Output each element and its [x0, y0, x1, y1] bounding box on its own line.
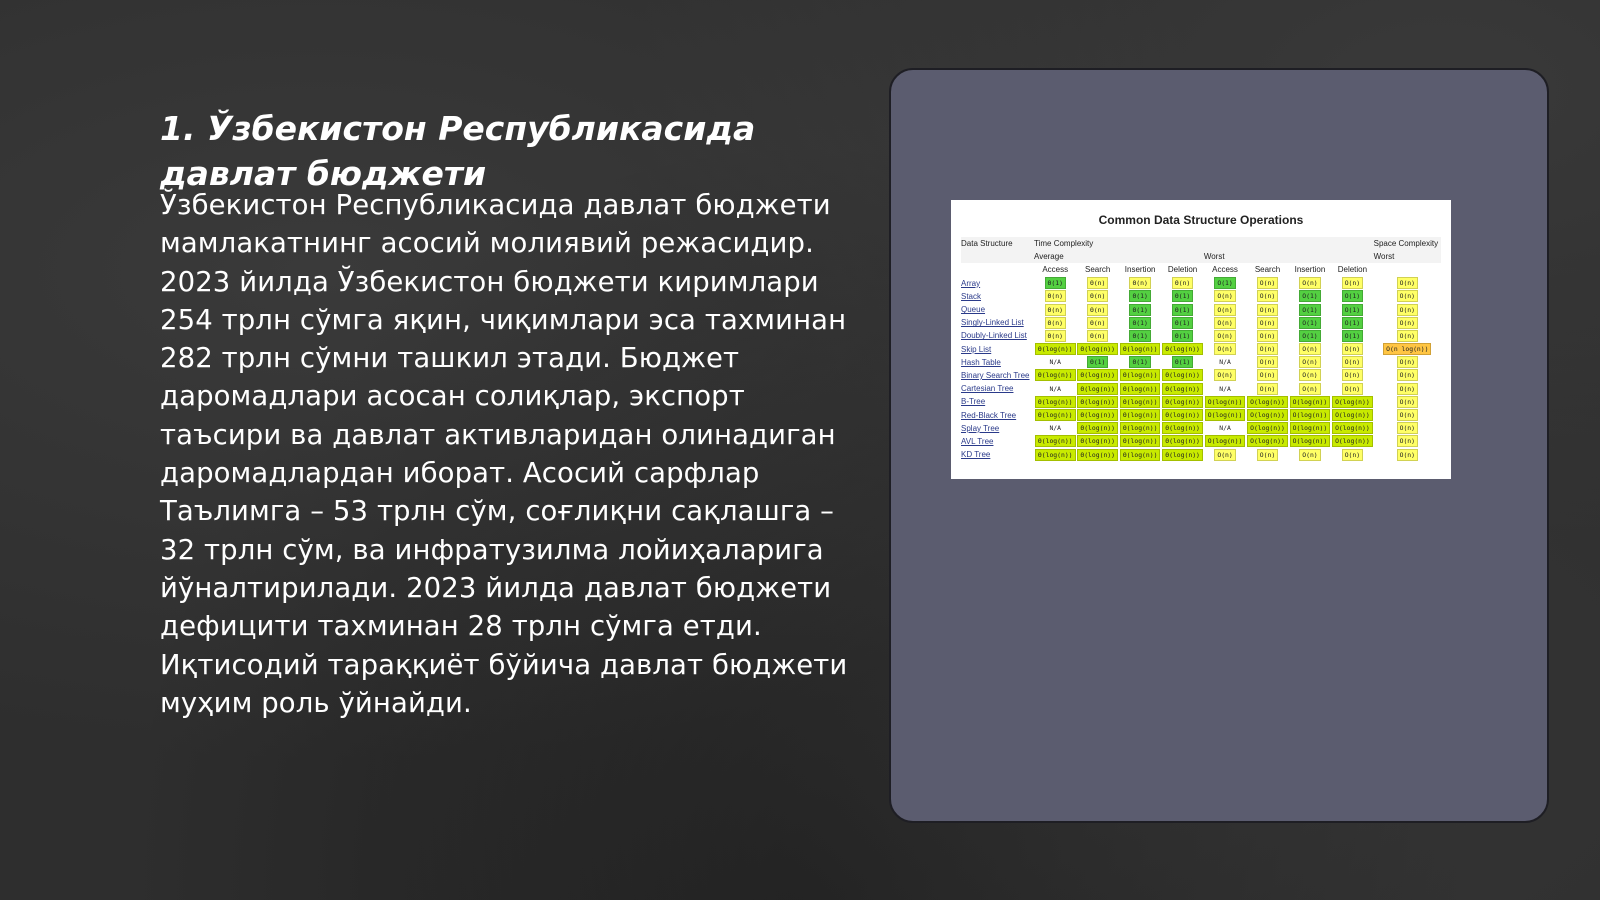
- table-row: [961, 303, 1441, 316]
- complexity-cell: Θ(log(n)): [1162, 343, 1203, 355]
- header-space-complexity: Space Complexity: [1374, 237, 1441, 250]
- col-search-worst: Search: [1254, 265, 1281, 275]
- complexity-cell: O(n): [1257, 383, 1278, 395]
- complexity-cell: O(n): [1299, 356, 1320, 368]
- complexity-cell: O(1): [1342, 317, 1363, 329]
- complexity-cell: Θ(log(n)): [1035, 449, 1076, 461]
- complexity-cell: O(n): [1397, 449, 1418, 461]
- data-structure-table-image: [951, 200, 1451, 479]
- complexity-cell: Θ(1): [1172, 317, 1193, 329]
- complexity-cell: Θ(log(n)): [1120, 409, 1161, 421]
- row-structure-name: Red-Black Tree: [961, 410, 1017, 420]
- complexity-cell: Θ(log(n)): [1162, 383, 1203, 395]
- complexity-cell: O(1): [1342, 304, 1363, 316]
- complexity-cell: Θ(log(n)): [1120, 396, 1161, 408]
- image-panel: [889, 68, 1549, 823]
- table-row: [961, 316, 1441, 329]
- complexity-cell: O(n): [1257, 277, 1278, 289]
- row-structure-name: Doubly-Linked List: [961, 331, 1027, 341]
- complexity-cell: O(n): [1257, 304, 1278, 316]
- complexity-cell: O(n): [1397, 330, 1418, 342]
- complexity-cell: O(n): [1257, 449, 1278, 461]
- complexity-cell: O(log(n)): [1290, 396, 1331, 408]
- complexity-cell: N/A: [1049, 358, 1061, 367]
- complexity-cell: Θ(1): [1129, 290, 1150, 302]
- complexity-cell: O(1): [1342, 290, 1363, 302]
- complexity-cell: Θ(log(n)): [1120, 343, 1161, 355]
- complexity-cell: Θ(n): [1087, 290, 1108, 302]
- table-row: [961, 395, 1441, 408]
- complexity-cell: O(n): [1214, 369, 1235, 381]
- table-row: [961, 435, 1441, 448]
- col-deletion-worst: Deletion: [1337, 265, 1368, 275]
- complexity-cell: N/A: [1219, 358, 1231, 367]
- complexity-cell: N/A: [1219, 384, 1231, 393]
- complexity-cell: O(n): [1257, 290, 1278, 302]
- complexity-cell: O(log(n)): [1205, 435, 1246, 447]
- slide-body-text: Ўзбекистон Республикасида давлат бюджети мамлакатнинг асосий молиявий режасидир. 2023 йилда Ўзбекистон бюджети киримлари 254 трлн сўмга яқин, чиқимлари эса тахминан 282 трлн сўмни ташкил этади. Бюджет даромадлари асосан солиқлар, экспорт таъсири ва давлат активларидан олинадиган даромадлардан иборат. Асосий сарфлар Таълимга – 53 трлн сўм, соғлиқни сақлашга – 32 трлн сўм, ва инфратузилма лойиҳаларига йўналтирилади. 2023 йилда давлат бюджети дефицити тахминан 28 трлн сўмга етди. Иқтисодий тараққиёт бўйича давлат бюджети муҳим роль ўйнайди.: [160, 189, 848, 719]
- complexity-cell: O(n): [1257, 330, 1278, 342]
- complexity-cell: O(n): [1214, 343, 1235, 355]
- complexity-cell: Θ(log(n)): [1077, 383, 1118, 395]
- table-row: [961, 329, 1441, 342]
- row-structure-name: Singly-Linked List: [961, 318, 1024, 328]
- col-insertion-worst: Insertion: [1294, 265, 1326, 275]
- complexity-cell: O(n): [1397, 356, 1418, 368]
- table-header-row: [961, 237, 1441, 250]
- complexity-cell: Θ(n): [1045, 317, 1066, 329]
- complexity-cell: O(log(n)): [1290, 409, 1331, 421]
- complexity-cell: O(n): [1342, 356, 1363, 368]
- complexity-cell: Θ(log(n)): [1120, 383, 1161, 395]
- complexity-cell: O(n): [1342, 369, 1363, 381]
- complexity-cell: O(n): [1397, 290, 1418, 302]
- complexity-cell: Θ(log(n)): [1077, 409, 1118, 421]
- complexity-cell: O(n): [1299, 277, 1320, 289]
- complexity-cell: Θ(1): [1172, 330, 1193, 342]
- complexity-cell: O(n): [1342, 449, 1363, 461]
- complexity-cell: O(log(n)): [1247, 422, 1288, 434]
- table-row: [961, 290, 1441, 303]
- complexity-cell: Θ(log(n)): [1077, 396, 1118, 408]
- complexity-cell: Θ(log(n)): [1162, 409, 1203, 421]
- complexity-cell: N/A: [1049, 384, 1061, 393]
- complexity-cell: O(n): [1397, 396, 1418, 408]
- header-worst: Worst: [1204, 250, 1374, 263]
- complexity-cell: O(log(n)): [1332, 435, 1373, 447]
- table-row: [961, 408, 1441, 421]
- complexity-cell: O(n): [1397, 317, 1418, 329]
- complexity-cell: Θ(log(n)): [1120, 449, 1161, 461]
- complexity-cell: Θ(log(n)): [1077, 343, 1118, 355]
- col-deletion: Deletion: [1167, 265, 1198, 275]
- complexity-cell: Θ(log(n)): [1035, 409, 1076, 421]
- table-row: [961, 422, 1441, 435]
- complexity-cell: Θ(1): [1129, 317, 1150, 329]
- complexity-cell: Θ(1): [1172, 356, 1193, 368]
- slide-title: 1. Ўзбекистон Республикасида давлат бюджети: [160, 109, 756, 193]
- complexity-cell: Θ(log(n)): [1162, 435, 1203, 447]
- complexity-cell: Θ(log(n)): [1077, 369, 1118, 381]
- complexity-cell: Θ(1): [1129, 356, 1150, 368]
- row-structure-name: KD Tree: [961, 450, 991, 460]
- row-structure-name: Cartesian Tree: [961, 384, 1014, 394]
- complexity-cell: Θ(1): [1087, 356, 1108, 368]
- table-row: [961, 369, 1441, 382]
- complexity-cell: O(n): [1299, 343, 1320, 355]
- complexity-cell: Θ(n): [1087, 277, 1108, 289]
- row-structure-name: Queue: [961, 305, 986, 315]
- complexity-cell: Θ(n): [1087, 317, 1108, 329]
- complexity-cell: Θ(log(n)): [1035, 369, 1076, 381]
- complexity-cell: O(log(n)): [1247, 435, 1288, 447]
- complexity-cell: Θ(n): [1045, 330, 1066, 342]
- complexity-cell: O(n): [1397, 277, 1418, 289]
- complexity-cell: Θ(1): [1172, 290, 1193, 302]
- complexity-cell: O(log(n)): [1290, 435, 1331, 447]
- row-structure-name: Splay Tree: [961, 423, 1000, 433]
- complexity-cell: Θ(n): [1172, 277, 1193, 289]
- complexity-cell: O(log(n)): [1205, 396, 1246, 408]
- complexity-cell: O(n): [1214, 330, 1235, 342]
- complexity-cell: O(n): [1257, 317, 1278, 329]
- header-time-complexity: Time Complexity: [1034, 237, 1374, 250]
- complexity-cell: O(n): [1397, 435, 1418, 447]
- complexity-cell: O(1): [1342, 330, 1363, 342]
- col-search: Search: [1085, 265, 1111, 275]
- complexity-cell: O(n): [1214, 317, 1235, 329]
- table-row: [961, 448, 1441, 461]
- row-structure-name: B-Tree: [961, 397, 986, 407]
- table-row: [961, 382, 1441, 395]
- complexity-cell: O(n): [1299, 369, 1320, 381]
- complexity-cell: O(n): [1214, 304, 1235, 316]
- col-access: Access: [1042, 265, 1069, 275]
- complexity-cell: Θ(n): [1129, 277, 1150, 289]
- complexity-cell: O(n): [1214, 290, 1235, 302]
- complexity-cell: O(n): [1397, 383, 1418, 395]
- complexity-cell: O(n): [1299, 449, 1320, 461]
- complexity-cell: O(n): [1397, 304, 1418, 316]
- complexity-cell: Θ(log(n)): [1035, 435, 1076, 447]
- table-column-row: [961, 263, 1441, 276]
- complexity-cell: O(n): [1257, 343, 1278, 355]
- complexity-cell: Θ(log(n)): [1162, 369, 1203, 381]
- complexity-cell: O(n): [1299, 383, 1320, 395]
- complexity-cell: O(n): [1214, 449, 1235, 461]
- row-structure-name: Binary Search Tree: [961, 370, 1030, 380]
- header-worst-space: Worst: [1374, 250, 1441, 263]
- complexity-cell: Θ(log(n)): [1077, 449, 1118, 461]
- complexity-table: [961, 237, 1441, 461]
- complexity-cell: Θ(1): [1129, 330, 1150, 342]
- complexity-cell: N/A: [1049, 424, 1061, 433]
- complexity-cell: Θ(log(n)): [1162, 422, 1203, 434]
- complexity-cell: Θ(log(n)): [1162, 449, 1203, 461]
- complexity-cell: Θ(log(n)): [1077, 435, 1118, 447]
- complexity-cell: O(log(n)): [1290, 422, 1331, 434]
- row-structure-name: AVL Tree: [961, 436, 994, 446]
- complexity-cell: Θ(log(n)): [1077, 422, 1118, 434]
- row-structure-name: Stack: [961, 291, 982, 301]
- complexity-cell: O(log(n)): [1332, 422, 1373, 434]
- col-insertion: Insertion: [1124, 265, 1156, 275]
- complexity-cell: O(log(n)): [1205, 409, 1246, 421]
- col-access-worst: Access: [1212, 265, 1238, 275]
- complexity-cell: O(n): [1397, 422, 1418, 434]
- row-structure-name: Hash Table: [961, 357, 1001, 367]
- complexity-cell: O(log(n)): [1332, 409, 1373, 421]
- row-structure-name: Skip List: [961, 344, 992, 354]
- complexity-cell: O(n): [1257, 356, 1278, 368]
- complexity-cell: O(n): [1342, 383, 1363, 395]
- table-row: [961, 356, 1441, 369]
- complexity-cell: N/A: [1219, 424, 1231, 433]
- complexity-cell: O(1): [1299, 290, 1320, 302]
- complexity-cell: Θ(1): [1172, 304, 1193, 316]
- complexity-cell: Θ(n): [1045, 304, 1066, 316]
- table-row: [961, 277, 1441, 290]
- table-subheader-row: [961, 250, 1441, 263]
- complexity-cell: O(log(n)): [1247, 396, 1288, 408]
- row-structure-name: Array: [961, 278, 981, 288]
- complexity-cell: Θ(n): [1045, 290, 1066, 302]
- complexity-cell: Θ(1): [1045, 277, 1066, 289]
- complexity-cell: O(n): [1397, 409, 1418, 421]
- complexity-cell: O(1): [1299, 304, 1320, 316]
- complexity-cell: Θ(1): [1129, 304, 1150, 316]
- complexity-cell: Θ(log(n)): [1162, 396, 1203, 408]
- complexity-cell: O(n): [1342, 343, 1363, 355]
- complexity-cell: Θ(n): [1087, 330, 1108, 342]
- header-average: Average: [1034, 250, 1204, 263]
- table-row: [961, 343, 1441, 356]
- complexity-cell: Θ(n): [1087, 304, 1108, 316]
- complexity-cell: O(log(n)): [1247, 409, 1288, 421]
- complexity-cell: O(n): [1342, 277, 1363, 289]
- complexity-cell: O(n): [1257, 369, 1278, 381]
- complexity-cell: O(1): [1299, 317, 1320, 329]
- complexity-cell: O(1): [1299, 330, 1320, 342]
- complexity-cell: O(n): [1397, 369, 1418, 381]
- complexity-cell: Θ(log(n)): [1120, 422, 1161, 434]
- table-title: Common Data Structure Operations: [1098, 213, 1304, 227]
- complexity-cell: O(log(n)): [1332, 396, 1373, 408]
- complexity-cell: Θ(log(n)): [1035, 396, 1076, 408]
- complexity-cell: O(1): [1214, 277, 1235, 289]
- complexity-cell: O(n log(n)): [1383, 343, 1431, 355]
- header-data-structure: Data Structure: [961, 237, 1034, 250]
- complexity-cell: Θ(log(n)): [1035, 343, 1076, 355]
- complexity-cell: Θ(log(n)): [1120, 435, 1161, 447]
- complexity-cell: Θ(log(n)): [1120, 369, 1161, 381]
